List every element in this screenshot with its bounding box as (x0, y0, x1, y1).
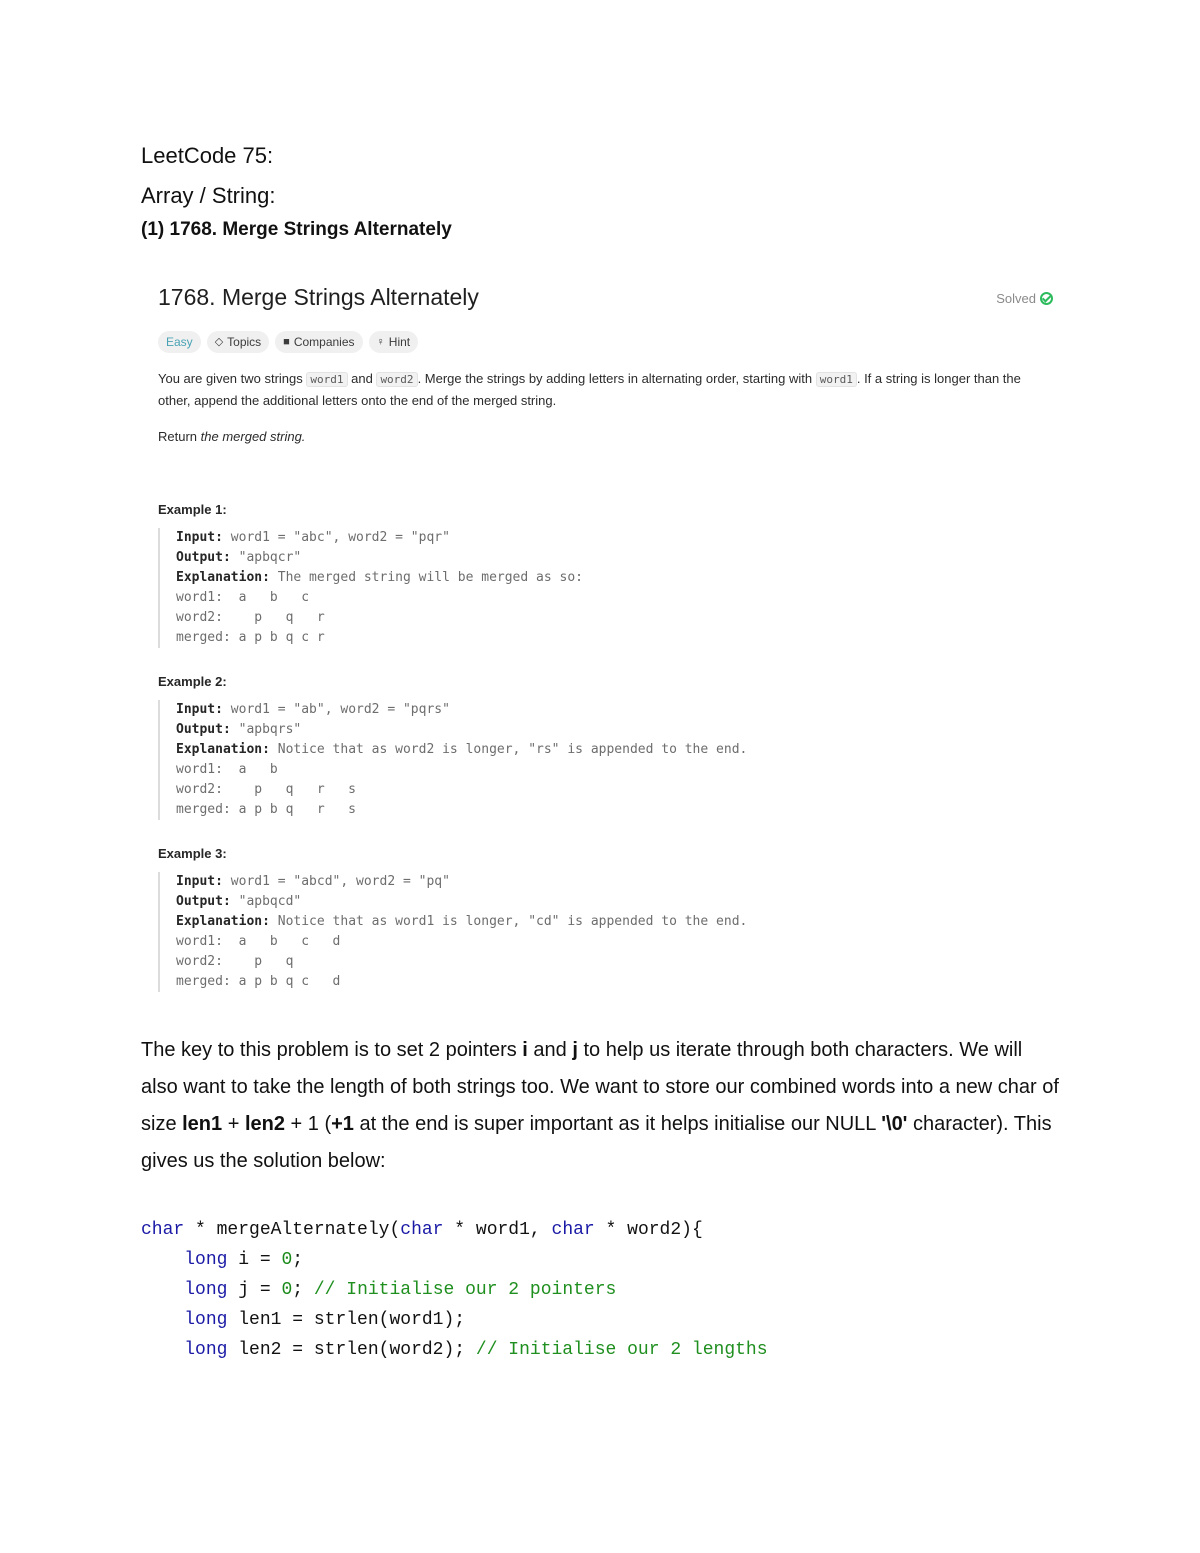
topics-label: Topics (227, 335, 262, 349)
problem-heading: (1) 1768. Merge Strings Alternately (141, 219, 452, 240)
doc-title: LeetCode 75: (141, 143, 274, 168)
companies-tag[interactable] (275, 331, 362, 353)
lightbulb-icon: ♀ (376, 336, 385, 348)
problem-screenshot (158, 284, 1053, 1004)
example-title: Example 2: (158, 674, 227, 689)
difficulty-tag[interactable] (158, 331, 201, 353)
return-statement: Return the merged string. (158, 429, 306, 444)
tag-icon: ◇ (214, 336, 224, 348)
code-line: char * mergeAlternately(char * word1, char * word2){ (141, 1220, 703, 1240)
check-circle-icon (1040, 292, 1053, 305)
example-block: Input: word1 = "ab", word2 = "pqrs" Output: "apbqrs" Explanation: Notice that as word2 is longer, "rs" is appended to the end. word1: a b word2: p q r s merged: a p b q r s (158, 700, 747, 820)
code-line: long len1 = strlen(word1); (184, 1310, 466, 1330)
example-block: Input: word1 = "abc", word2 = "pqr" Output: "apbqcr" Explanation: The merged string will be merged as so: word1: a b c word2: p q r merged: a p b q c r (158, 528, 583, 648)
section-title: Array / String: (141, 183, 276, 208)
example-block: Input: word1 = "abcd", word2 = "pq" Output: "apbqcd" Explanation: Notice that as word1 is longer, "cd" is appended to the end. word1: a b c d word2: p q merged: a p b q c d (158, 872, 747, 992)
hint-label: Hint (388, 335, 411, 349)
code-line: long len2 = strlen(word2); // Initialise our 2 lengths (184, 1340, 768, 1360)
tag-list (158, 331, 418, 353)
companies-label: Companies (293, 335, 355, 349)
document (141, 138, 1061, 1360)
topics-tag[interactable] (207, 331, 269, 353)
code-line: long j = 0; // Initialise our 2 pointers (184, 1280, 617, 1300)
code-line: long i = 0; (184, 1250, 304, 1270)
code-block (141, 1215, 768, 1365)
problem-title: 1768. Merge Strings Alternately (158, 284, 479, 310)
briefcase-icon: ■ (283, 336, 290, 348)
example-title: Example 3: (158, 846, 227, 861)
problem-description: You are given two strings word1 and word2 . Merge the strings by adding letters in alternating order, starting with word1 . If a string is longer than the other, append the additional letters onto the end of the merged string. (158, 371, 1021, 408)
difficulty-label: Easy (166, 335, 193, 349)
solved-status (996, 291, 1053, 306)
solved-label: Solved (996, 291, 1036, 306)
example-title: Example 1: (158, 502, 227, 517)
hint-tag[interactable] (369, 331, 419, 353)
explanation-paragraph: The key to this problem is to set 2 pointers i and j to help us iterate through both characters. We will also want to take the length of both strings too. We want to store our combined words into a new char of size len1 + len2 + 1 (+1 at the end is super important as it helps initialise our NULL '\0' character). This gives us the solution below: (141, 1039, 1059, 1172)
